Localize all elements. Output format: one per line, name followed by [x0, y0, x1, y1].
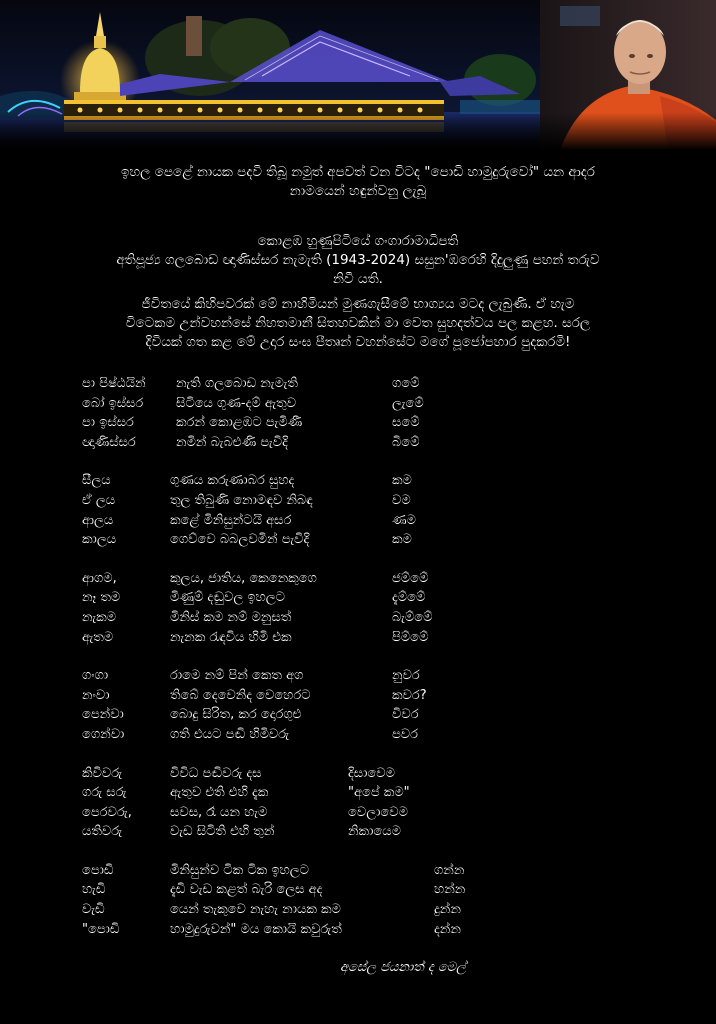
poem-line-end: දන්න — [434, 921, 461, 937]
poem-line — [82, 473, 682, 493]
poem-line — [82, 376, 682, 396]
poem-line-end: බැම්මේ — [392, 609, 433, 625]
poem-line — [82, 571, 682, 591]
poem-line — [82, 805, 682, 825]
poem-line — [82, 668, 682, 688]
poem-line-end: දිසාවෙම — [348, 765, 395, 781]
poem-stanza — [82, 376, 682, 454]
poem-line-end: ණම — [392, 512, 416, 528]
poem-line — [82, 630, 682, 650]
poem-line-middle: කරන් කොළඹට පැමිණී — [176, 415, 303, 431]
poem-line-middle: තිබේ දෙවෙනිද වෙහෙරට — [170, 687, 311, 703]
temple-illustration — [0, 0, 716, 150]
intro-title-block — [60, 163, 656, 201]
poem-line-end: සමේ — [392, 415, 420, 431]
intro-line: නාමයෙන් හඳුන්වනු ලැබූ — [289, 183, 427, 199]
poem-line — [82, 863, 682, 883]
poem-line-middle: යෙන් තැකුවෙ නැහැ නායක කම — [170, 902, 341, 918]
poem-line-end: ජම්මේ — [392, 570, 429, 586]
poem-line-end: ලැමේ — [392, 395, 424, 411]
poem-line-start: කිවිවරු — [82, 765, 123, 781]
poem-line — [82, 610, 682, 630]
poem-line — [82, 435, 682, 455]
intro-line: අතිපූජ්‍ය ගලබොඩ ඥාණිස්සර නැමැති (1943-2024) සසුන'ඹරෙහි දිදුලුණු පහන් තරුව — [116, 252, 600, 268]
poem-line-end: විවර — [392, 707, 419, 723]
poem-line-middle: හාමුදුරුවන්" මය කොයි කවුරුත් — [170, 921, 342, 937]
poem-line-end: නිකායෙම — [348, 824, 401, 840]
poem-line-middle: ගති එයට පඬි හිමිවරු — [170, 726, 290, 742]
poem-line-start: නංවා — [82, 687, 110, 703]
poem-line-middle: සවස, රෑ යන හැම — [170, 804, 268, 820]
poem-line-start: නැකම — [82, 609, 117, 625]
header-banner — [0, 0, 716, 150]
poem-line-middle: මිණුම් දඬුවල ඉහලට — [170, 590, 286, 606]
intro-tribute-block — [60, 295, 656, 352]
poem-line-middle: ඇතුව එති එහි දැක — [170, 785, 269, 801]
poem-line-start: හැඩි — [82, 882, 106, 898]
poem-line — [82, 493, 682, 513]
poem-line — [82, 902, 682, 922]
poem-line-end: වම — [392, 492, 411, 508]
intro-line: විටෙකම උන්වහන්සේ නිහතමානී සිතහවකින් මා වෙත සුහදත්වය පල කළහ. සරල — [125, 315, 591, 331]
poem-line-start: වැඩි — [82, 902, 105, 918]
poem-line-start: ඥාණිස්සර — [82, 434, 136, 450]
poem-line — [82, 415, 682, 435]
poem-line-middle: දැඩි වැඩ කළත් බැරි ලෙස අද — [170, 882, 323, 898]
poem-line-start: බෝ ඉස්සර — [82, 395, 144, 411]
poem-stanza — [82, 473, 682, 551]
poem-line-end: පිම්මේ — [392, 629, 429, 645]
poem-line — [82, 766, 682, 786]
poem-line-end: දැම්මේ — [392, 590, 426, 606]
poem-stanza — [82, 863, 682, 941]
poem-stanza — [82, 766, 682, 844]
poem-line — [82, 396, 682, 416]
poem-line-start: පා පිෂ්ඨයින් — [82, 376, 146, 391]
poem-line-middle: රාමෙ නම් පින් කෙත අග — [170, 668, 304, 684]
poem-line-middle: කළේ මිනිසුන්ටයි අසර — [170, 512, 292, 528]
poem-line-start: පෙරවරු, — [82, 804, 132, 820]
poem-line-end: බිමේ — [392, 434, 420, 450]
poem-line — [82, 785, 682, 805]
intro-line: නිවී යති. — [333, 271, 383, 287]
poem-line-end: දුන්න — [434, 902, 461, 918]
poem-line-middle: නැති ගලබොඩ නැමැති — [176, 376, 298, 391]
author-signature: අසේල ජයනාත් ද මෙල් — [340, 960, 466, 975]
poem-line — [82, 882, 682, 902]
poem-line-end: ගන්න — [434, 862, 465, 878]
poem-line-start: නෑ තම — [82, 590, 121, 606]
poem-line-start: ඒ ලය — [82, 492, 116, 508]
poem-line — [82, 513, 682, 533]
poem-line-start: පෙන්වා — [82, 707, 124, 723]
poem-line-middle: සිටියෙ ගුණ-දම් ඇතුව — [176, 395, 297, 411]
poem-line-start: ඇතම — [82, 629, 114, 645]
poem-line — [82, 590, 682, 610]
poem-stanza — [82, 668, 682, 746]
poem-line-middle: විවිධ පඬිවරු දස — [170, 765, 262, 781]
poem-line-end: හන්න — [434, 882, 466, 898]
poem-line-start: "පොඩි — [82, 921, 120, 937]
poem-line — [82, 707, 682, 727]
poem-line-middle: නැනක රැඳවිය හිමි එක — [170, 629, 292, 645]
poem-line-end: වෙලාවෙම — [348, 804, 408, 820]
poem-line-middle: මිනිසුන්ව ටික ටික ඉහලට — [170, 862, 309, 878]
poem-line-middle: වැඩ සිටිති එහි තුන් — [170, 824, 275, 840]
poem-line-start: ගෙන්වා — [82, 726, 125, 742]
intro-line: දිවියක් ගත කළ මේ උදාර සංඝ පීතෘන් වහන්සේට මගේ පූජෝපහාර පුදකරමි! — [145, 334, 571, 350]
poem-line-middle: බොදු සිරිත, කර දොරගුළු — [170, 707, 302, 723]
poem-line — [82, 922, 682, 942]
poem-line-end: පවර — [392, 726, 419, 742]
intro-line: ඉහල පෙළේ නායක පදවි තිබූ නමුත් අපවත් වන විටද "පොඩි හාමුදුරුවෝ" යන ආදර — [121, 164, 595, 180]
poem-line-middle: මිනිස් කම නම් මනුසත් — [170, 609, 292, 625]
poem-line-start: ආලය — [82, 512, 114, 528]
poem-line-end: නුවර — [392, 668, 420, 684]
poem-line-end: ගමේ — [392, 376, 420, 391]
intro-name-block — [60, 232, 656, 289]
poem-line-start: පා ඉස්සර — [82, 415, 134, 431]
poem-line-start: ගරු සරු — [82, 785, 127, 801]
poem-line-start: ගංගා — [82, 668, 109, 684]
poem-line-start: සීලය — [82, 473, 111, 489]
poem-line-end: කවර? — [392, 687, 427, 703]
poem-line-middle: තුල තිබුණි නොමඳව නිබඳ — [170, 492, 313, 508]
poem-line-end: කම — [392, 532, 412, 548]
poem-line-start: කාලය — [82, 532, 117, 548]
poem-line-start: යතිවරු — [82, 824, 123, 840]
poem-line — [82, 688, 682, 708]
poem-line — [82, 532, 682, 552]
poem-line-middle: ගුණය කරුණාබර සුහද — [170, 473, 295, 489]
poem — [82, 376, 682, 960]
poem-stanza — [82, 571, 682, 649]
poem-line-middle: නමින් බැබළුණි පැවිදි — [176, 434, 288, 450]
poem-line-end: "අපේ කම" — [348, 785, 410, 801]
poem-line-middle: ගෙව්වෙ බබලවමින් පැවිදි — [170, 532, 310, 548]
poem-line — [82, 727, 682, 747]
poem-line-middle: කුලය, ජාතිය, කෙනෙකුගෙ — [170, 570, 317, 586]
poem-line-end: කම — [392, 473, 412, 489]
poem-line-start: පොඩි — [82, 862, 114, 878]
poem-line-start: ආගම, — [82, 570, 117, 586]
poem-line — [82, 824, 682, 844]
intro-line: කොළඹ හුණුපිටියේ ගංගාරාමාධිපති — [257, 233, 459, 249]
intro-line: ජීවිතයේ කිහිපවරක් මේ නාහිමියන් මුණගැසීමේ භාග්‍යය මටද ලැබුණි. ඒ හැම — [141, 296, 575, 312]
